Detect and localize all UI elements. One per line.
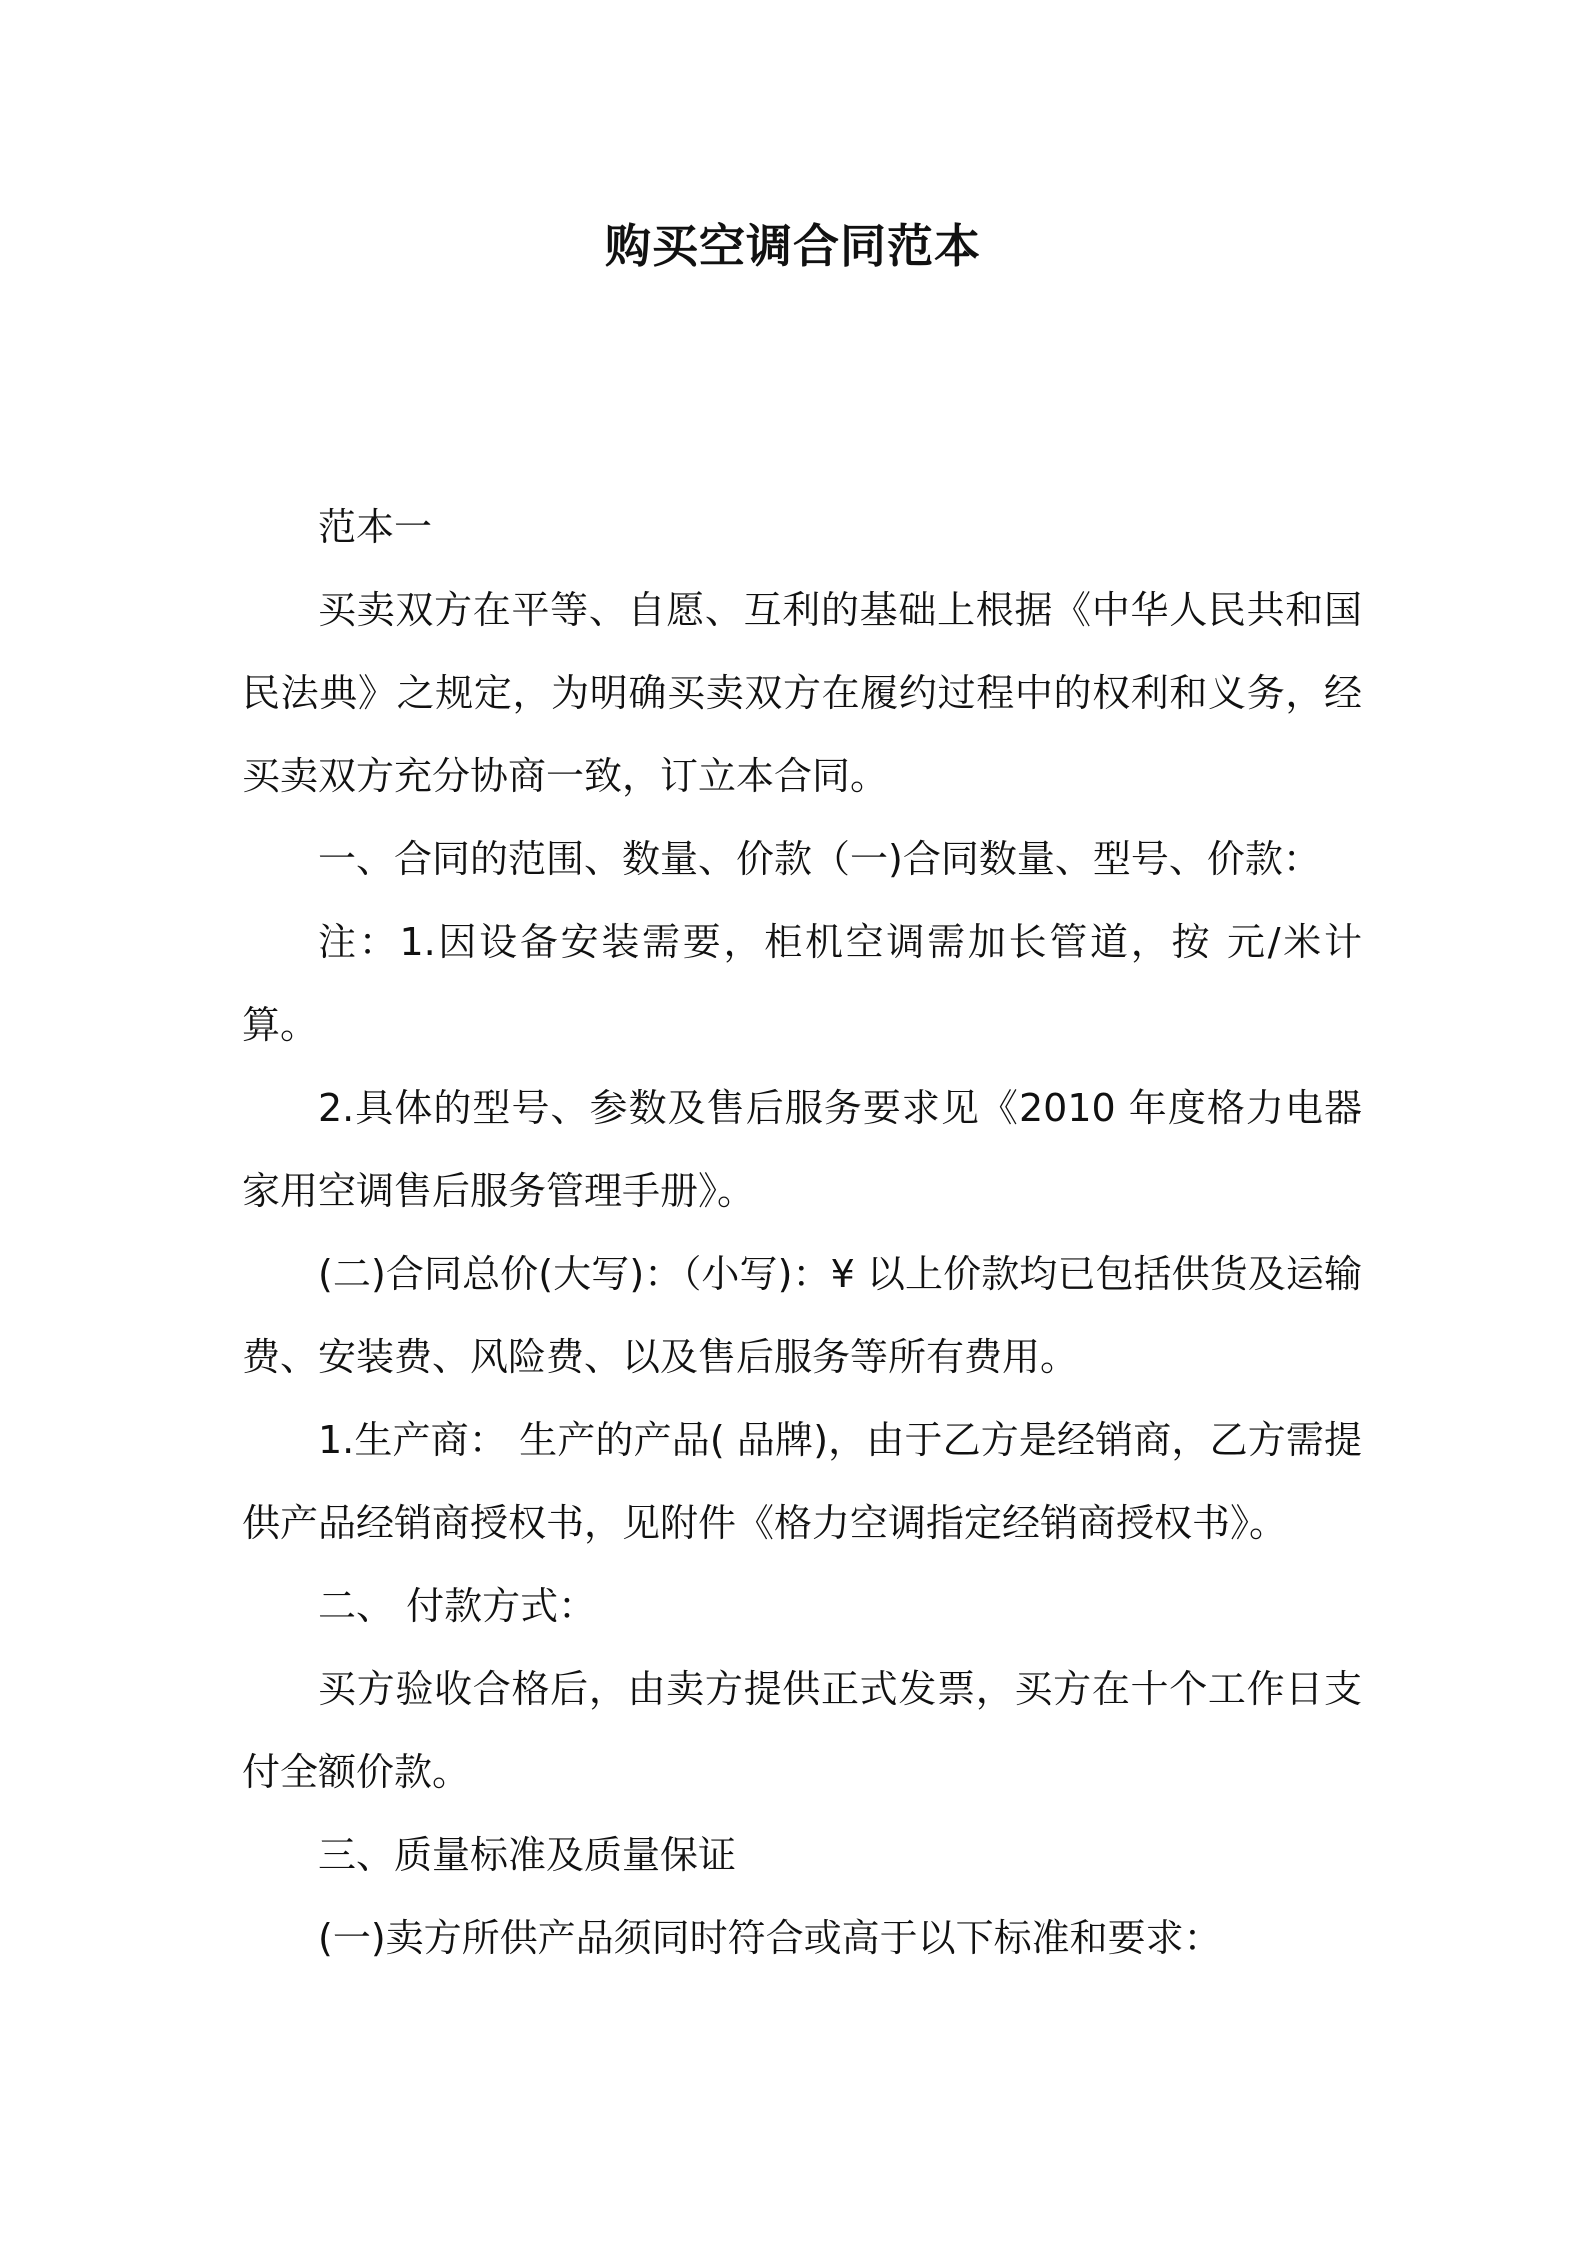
paragraph-payment-terms: 买方验收合格后，由卖方提供正式发票，买方在十个工作日支付全额价款。	[242, 1667, 1362, 1794]
paragraph-sample-heading: 范本一	[318, 505, 433, 549]
paragraph-preamble: 买卖双方在平等、自愿、互利的基础上根据《中华人民共和国民法典》之规定，为明确买卖双方在履约过程中的权利和义务，经买卖双方充分协商一致，订立本合同。	[242, 588, 1362, 798]
paragraph-manufacturer: 1.生产商： 生产的产品( 品牌)，由于乙方是经销商，乙方需提供产品经销商授权书，见附件《格力空调指定经销商授权书》。	[242, 1418, 1362, 1545]
paragraph-section-3-heading: 三、质量标准及质量保证	[318, 1833, 737, 1877]
paragraph-quality-standard: (一)卖方所供产品须同时符合或高于以下标准和要求：	[318, 1916, 1222, 1960]
paragraph-section-2-heading: 二、 付款方式：	[318, 1584, 597, 1628]
paragraph-total-price: (二)合同总价(大写)：（小写)：¥ 以上价款均已包括供货及运输费、安装费、风险费、以及售后服务等所有费用。	[242, 1252, 1362, 1379]
paragraph-note-1: 注：1.因设备安装需要，柜机空调需加长管道，按 元/米计算。	[242, 920, 1362, 1047]
document-title: 购买空调合同范本	[605, 219, 981, 273]
paragraph-section-1-heading: 一、合同的范围、数量、价款（一)合同数量、型号、价款：	[318, 837, 1321, 881]
document-body	[242, 486, 1362, 1980]
paragraph-note-2: 2.具体的型号、参数及售后服务要求见《2010 年度格力电器家用空调售后服务管理手册》。	[242, 1086, 1362, 1213]
